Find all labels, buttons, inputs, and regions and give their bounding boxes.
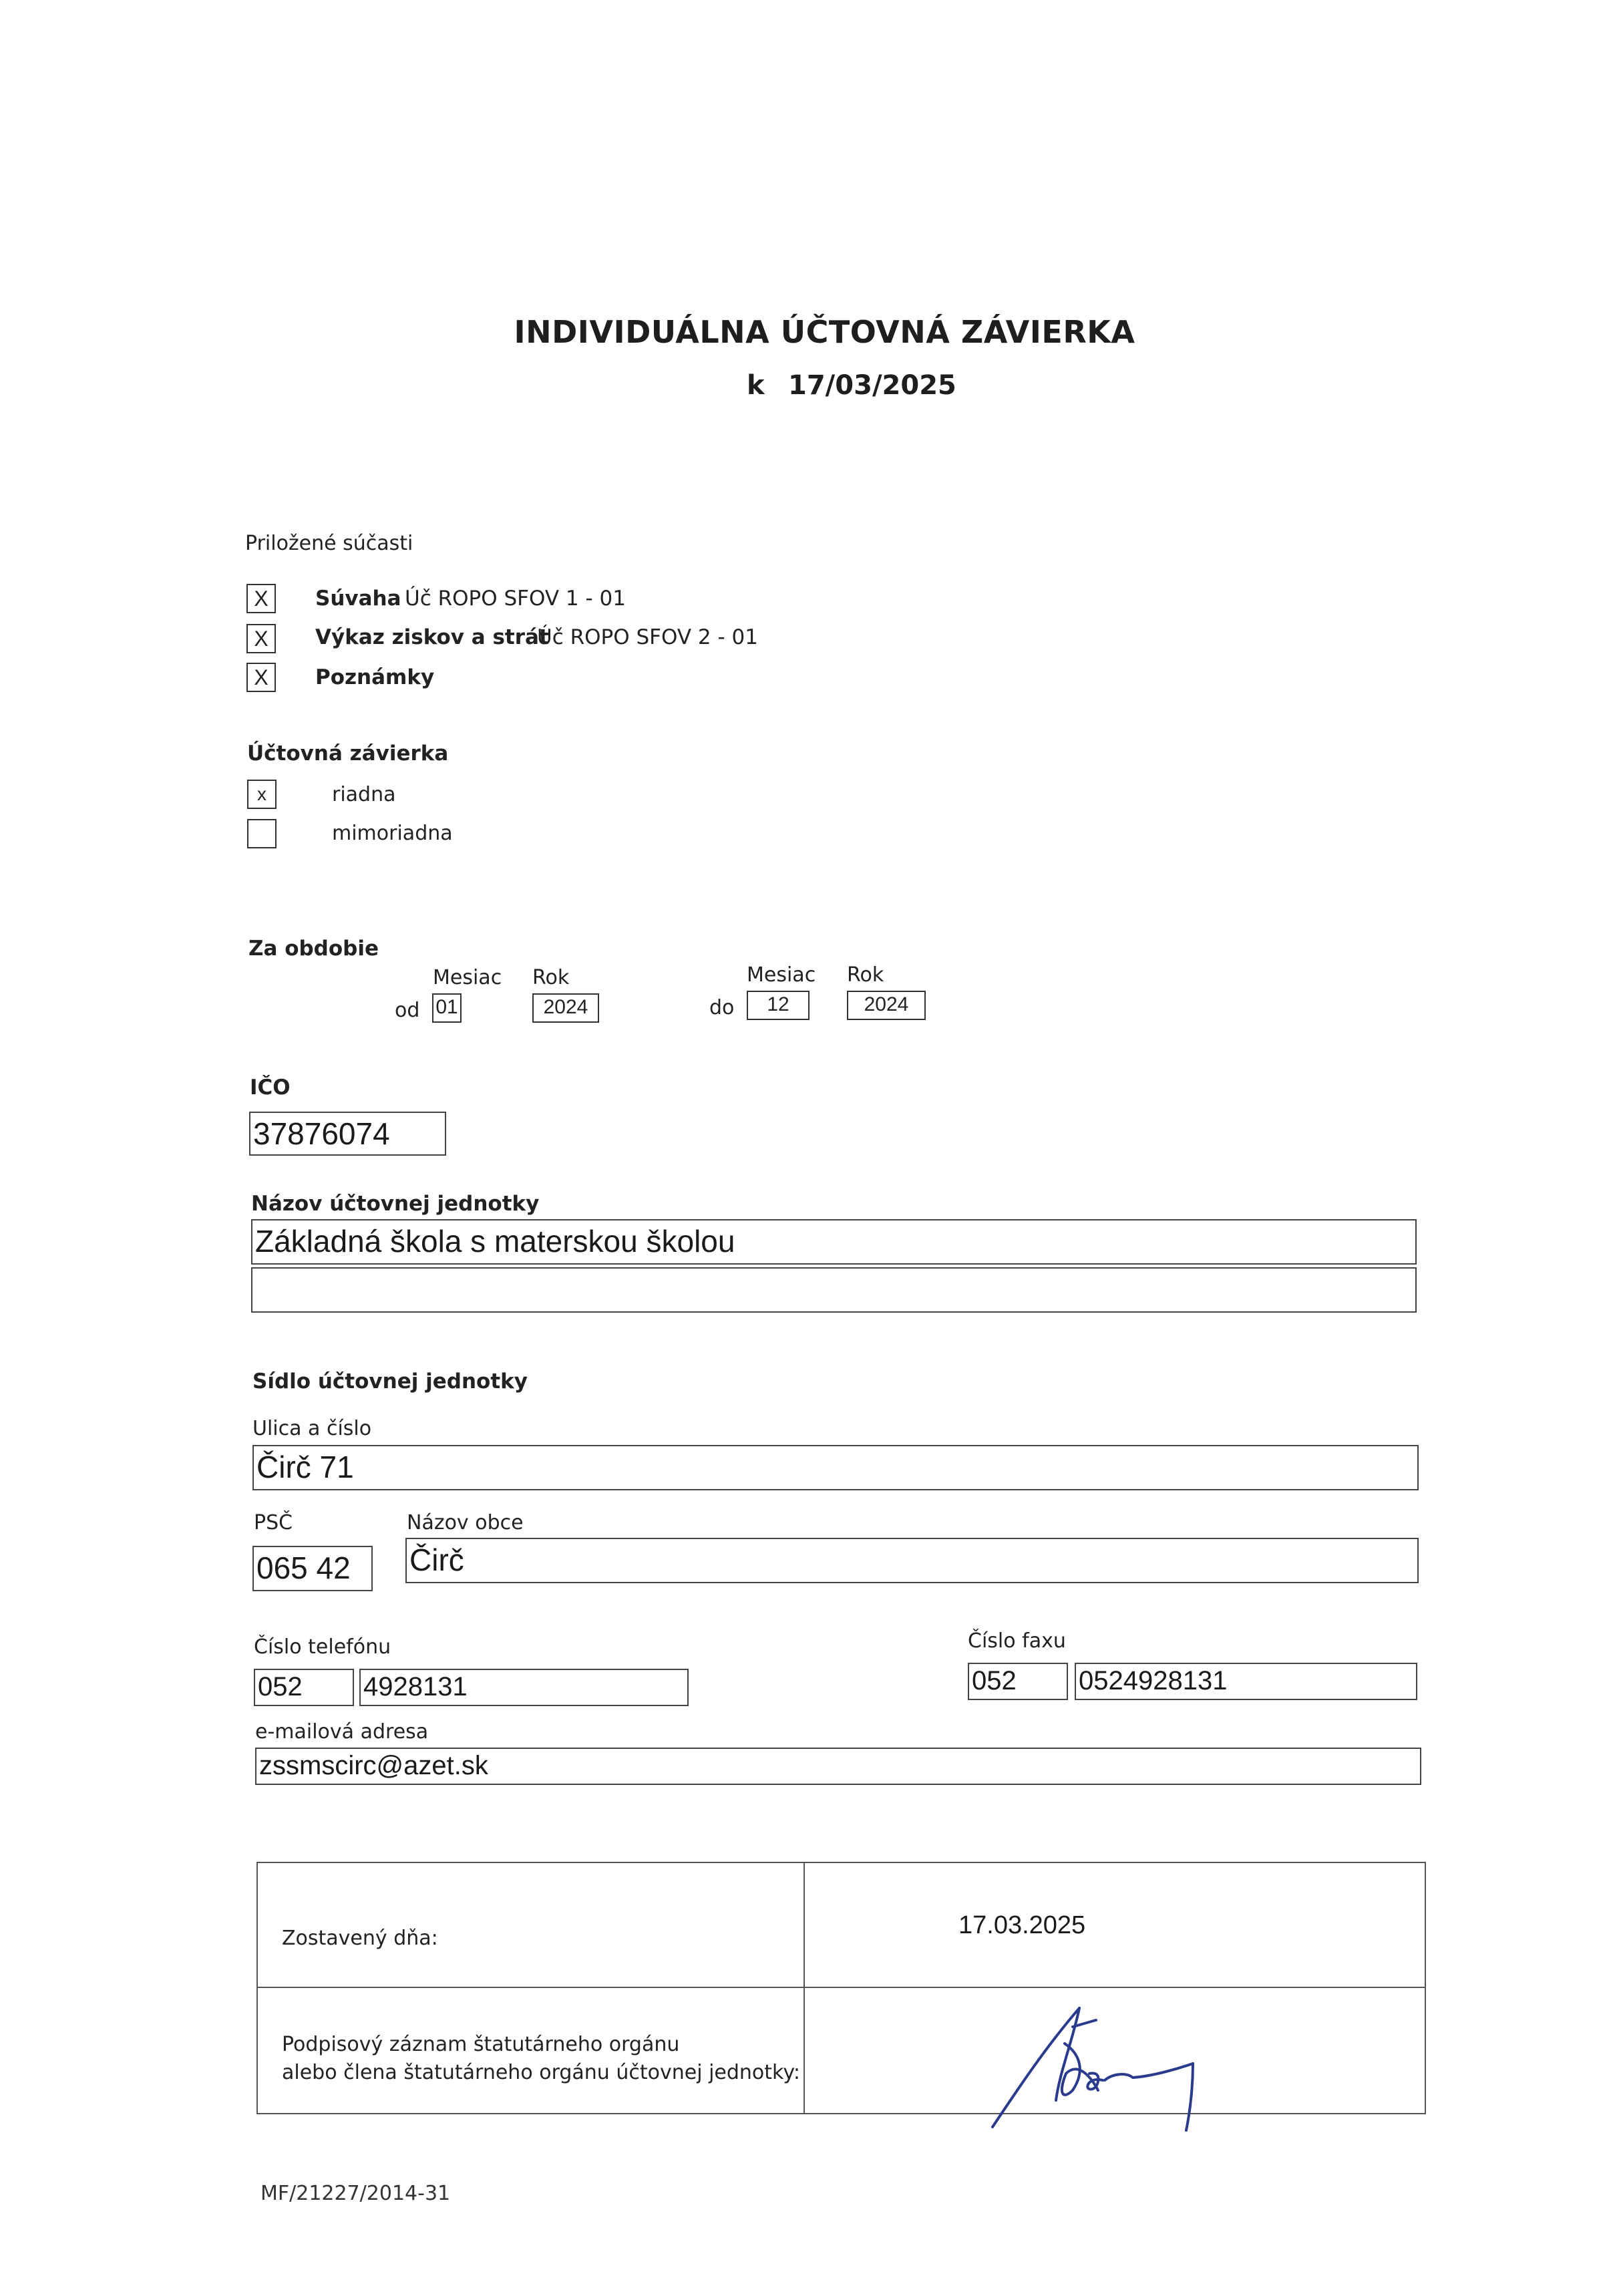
from-year-label: Rok	[532, 966, 570, 989]
phone-prefix-field[interactable]: 052	[254, 1669, 354, 1706]
compiled-label: Zostavený dňa:	[282, 1927, 438, 1950]
attachment-suvaha-code: Úč ROPO SFOV 1 - 01	[405, 587, 626, 611]
document-date: 17/03/2025	[788, 370, 956, 401]
document-title: INDIVIDUÁLNA ÚČTOVNÁ ZÁVIERKA	[514, 314, 1135, 350]
from-month-field[interactable]: 01	[432, 993, 462, 1023]
email-label: e-mailová adresa	[255, 1720, 429, 1744]
psc-label: PSČ	[254, 1511, 293, 1534]
signature-table	[256, 1862, 1426, 2114]
signature-label-line2: alebo člena štatutárneho orgánu účtovnej jednotky:	[282, 2061, 801, 2084]
checkbox-poznamky[interactable]: X	[246, 663, 276, 692]
form-code: MF/21227/2014-31	[260, 2182, 451, 2205]
ico-field[interactable]: 37876074	[249, 1112, 446, 1156]
city-label: Názov obce	[407, 1511, 524, 1534]
attachments-heading: Priložené súčasti	[245, 532, 413, 555]
to-label: do	[709, 996, 735, 1019]
to-month-label: Mesiac	[747, 963, 816, 987]
entity-name-field-line1[interactable]: Základná škola s materskou školou	[251, 1219, 1417, 1265]
from-label: od	[395, 999, 420, 1022]
statement-type-heading: Účtovná závierka	[247, 742, 449, 766]
fax-label: Číslo faxu	[968, 1629, 1066, 1653]
street-field[interactable]: Čirč 71	[252, 1445, 1419, 1490]
handwritten-signature	[979, 1993, 1280, 2134]
psc-field[interactable]: 065 42	[252, 1546, 373, 1591]
fax-number-field[interactable]: 0524928131	[1075, 1663, 1417, 1700]
entity-name-label: Názov účtovnej jednotky	[251, 1192, 540, 1216]
date-prefix: k	[747, 370, 765, 401]
attachment-suvaha-label: Súvaha	[315, 587, 401, 611]
checkbox-riadna[interactable]: x	[247, 780, 277, 809]
compiled-date[interactable]: 17.03.2025	[958, 1911, 1086, 1939]
seat-heading: Sídlo účtovnej jednotky	[252, 1369, 528, 1393]
table-divider-horizontal	[258, 1987, 1425, 1988]
email-field[interactable]: zssmscirc@azet.sk	[255, 1748, 1421, 1785]
attachment-poznamky-label: Poznámky	[315, 665, 435, 689]
checkbox-vykaz[interactable]: X	[246, 624, 276, 653]
ico-label: IČO	[250, 1076, 291, 1100]
phone-label: Číslo telefónu	[254, 1635, 391, 1659]
to-month-field[interactable]: 12	[747, 991, 810, 1020]
from-month-label: Mesiac	[433, 966, 502, 989]
option-riadna-label: riadna	[332, 783, 396, 806]
entity-name-field-line2[interactable]	[251, 1267, 1417, 1313]
city-field[interactable]: Čirč	[405, 1538, 1419, 1583]
attachment-vykaz-label: Výkaz ziskov a strát	[315, 625, 549, 649]
checkbox-suvaha[interactable]: X	[246, 584, 276, 613]
from-year-field[interactable]: 2024	[532, 993, 599, 1023]
street-label: Ulica a číslo	[252, 1417, 372, 1440]
to-year-label: Rok	[847, 963, 884, 987]
signature-label-line1: Podpisový záznam štatutárneho orgánu	[282, 2033, 680, 2056]
option-mimoriadna-label: mimoriadna	[332, 822, 453, 845]
table-divider-vertical	[803, 1863, 805, 2113]
checkbox-mimoriadna[interactable]	[247, 819, 277, 848]
phone-number-field[interactable]: 4928131	[359, 1669, 689, 1706]
fax-prefix-field[interactable]: 052	[968, 1663, 1068, 1700]
attachment-vykaz-code: Úč ROPO SFOV 2 - 01	[537, 625, 758, 649]
to-year-field[interactable]: 2024	[847, 991, 926, 1020]
period-heading: Za obdobie	[248, 937, 379, 961]
